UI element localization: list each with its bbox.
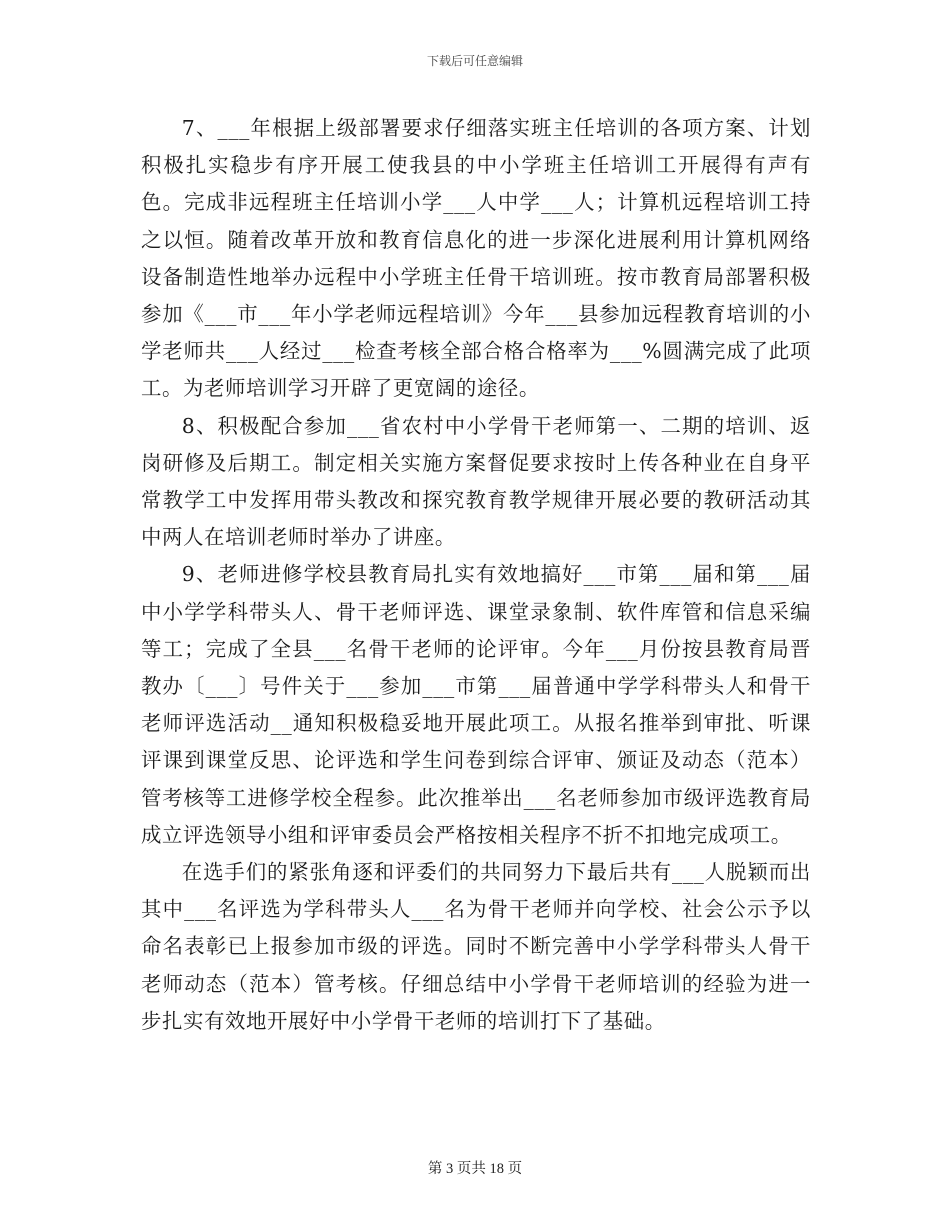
document-body [141, 110, 811, 1040]
header-note: 下载后可任意编辑 [426, 54, 523, 68]
paragraph-8: 8、积极配合参加___省农村中小学骨干老师第一、二期的培训、返岗研修及后期工。制定相关实施方案督促要求按时上传各种业在自身平常教学工中发挥用带头教改和探究教育教学规律开展必要的教研活动其中两人在培训老师时举办了讲座。 [141, 413, 811, 550]
page-number: 第 3 页共 18 页 [427, 1161, 523, 1177]
paragraph-9: 9、老师进修学校县教育局扎实有效地搞好___市第___届和第___届中小学学科带头人、骨干老师评选、课堂录象制、软件库管和信息采编等工；完成了全县___名骨干老师的论评审。今年___月份按县教育局晋教办〔___〕号件关于___参加___市第___届普通中学学科带头人和骨干老师评选活动__通知积极稳妥地开展此项工。从报名推举到审批、听课评课到课堂反思、论评选和学生问卷到综合评审、颁证及动态（范本）管考核等工进修学校全程参。此次推举出___名老师参加市级评选教育局成立评选领导小组和评审委员会严格按相关程序不折不扣地完成项工。 [141, 562, 811, 847]
paragraph-summary: 在选手们的紧张角逐和评委们的共同努力下最后共有___人脱颖而出其中___名评选为学科带头人___名为骨干老师并向学校、社会公示予以命名表彰已上报参加市级的评选。同时不断完善中小学学科带头人骨干老师动态（范本）管考核。仔细总结中小学骨干老师培训的经验为进一步扎实有效地开展好中小学骨干老师的培训打下了基础。 [141, 860, 811, 1033]
paragraph-7: 7、___年根据上级部署要求仔细落实班主任培训的各项方案、计划积极扎实稳步有序开展工使我县的中小学班主任培训工开展得有声有色。完成非远程班主任培训小学___人中学___人；计算机远程培训工持之以恒。随着改革开放和教育信息化的进一步深化进展利用计算机网络设备制造性地举办远程中小学班主任骨干培训班。按市教育局部署积极参加《___市___年小学老师远程培训》今年___县参加远程教育培训的小学老师共___人经过___检查考核全部合格合格率为___%圆满完成了此项工。为老师培训学习开辟了更宽阔的途径。 [141, 116, 811, 401]
